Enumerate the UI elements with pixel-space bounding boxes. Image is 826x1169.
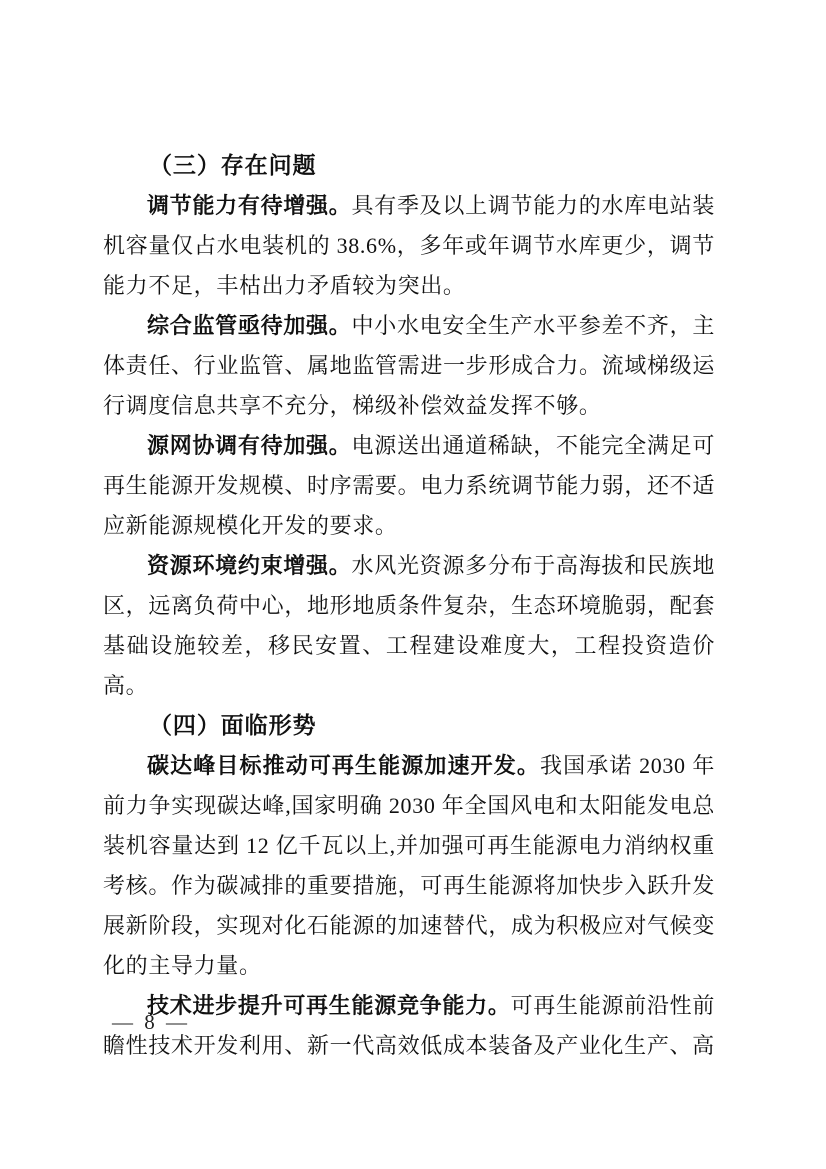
paragraph-body: 可再生能源前沿性前瞻性技术开发利用、新一代高效低成本装备及产业化生产、高 — [103, 993, 715, 1058]
paragraph-technology-progress — [103, 986, 715, 1066]
paragraph-lead: 综合监管亟待加强。 — [147, 313, 352, 338]
document-content — [103, 146, 715, 1066]
paragraph-body: 具有季及以上调节能力的水库电站装机容量仅占水电装机的 38.6%，多年或年调节水库更少，调节能力不足，丰枯出力矛盾较为突出。 — [103, 193, 715, 298]
paragraph-body: 我国承诺 2030 年前力争实现碳达峰,国家明确 2030 年全国风电和太阳能发电总装机容量达到 12 亿千瓦以上,并加强可再生能源电力消纳权重考核。作为碳减排的重要措施，可再生能源将加快步入跃升发展新阶段，实现对化石能源的加速替代，成为积极应对气候变化的主导力量。 — [103, 753, 715, 978]
paragraph-lead: 调节能力有待增强。 — [147, 193, 352, 218]
paragraph-lead: 技术进步提升可再生能源竞争能力。 — [147, 993, 511, 1018]
paragraph-body: 水风光资源多分布于高海拔和民族地区，远离负荷中心，地形地质条件复杂，生态环境脆弱，配套基础设施较差，移民安置、工程建设难度大，工程投资造价高。 — [103, 553, 715, 698]
paragraph-regulation-capacity — [103, 186, 715, 306]
section-heading-facing-situation: （四）面临形势 — [149, 713, 317, 738]
section-heading-existing-problems: （三）存在问题 — [149, 153, 317, 178]
paragraph-body: 中小水电安全生产水平参差不齐，主体责任、行业监管、属地监管需进一步形成合力。流域梯级运行调度信息共享不充分，梯级补偿效益发挥不够。 — [103, 313, 715, 418]
page-number: — 8 — — [112, 1010, 190, 1034]
paragraph-body: 电源送出通道稀缺，不能完全满足可再生能源开发规模、时序需要。电力系统调节能力弱，还不适应新能源规模化开发的要求。 — [103, 433, 715, 538]
paragraph-source-grid-coordination — [103, 426, 715, 546]
paragraph-lead: 源网协调有待加强。 — [147, 433, 352, 458]
paragraph-lead: 资源环境约束增强。 — [147, 553, 352, 578]
paragraph-resource-environment-constraints — [103, 546, 715, 706]
paragraph-carbon-peak-target — [103, 746, 715, 986]
paragraph-comprehensive-supervision — [103, 306, 715, 426]
paragraph-lead: 碳达峰目标推动可再生能源加速开发。 — [147, 753, 540, 778]
